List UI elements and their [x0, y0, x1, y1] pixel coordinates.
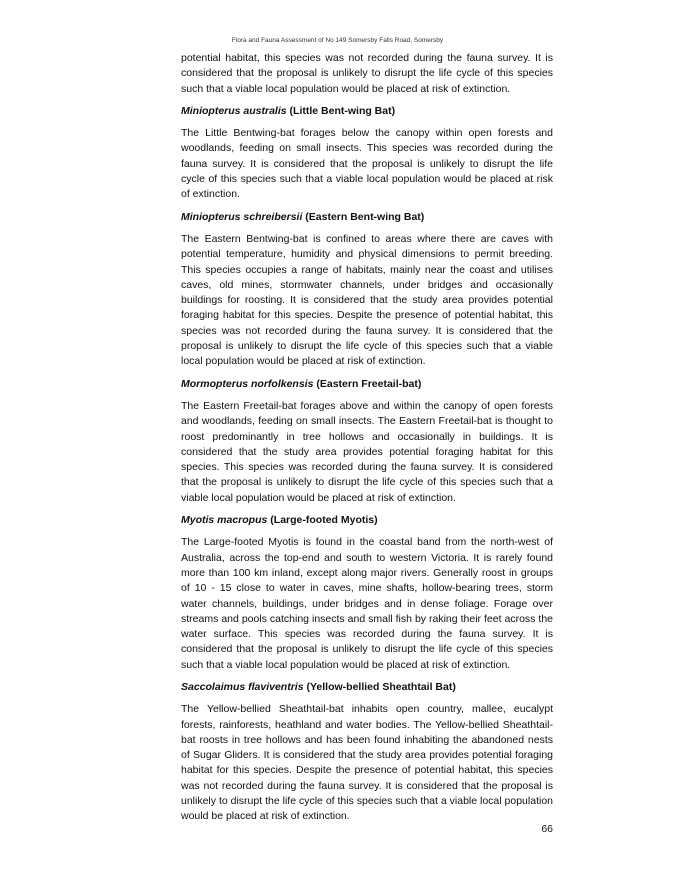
species-section-mormopterus-norfolkensis [181, 377, 553, 506]
species-description: The Yellow-bellied Sheathtail-bat inhabits open country, mallee, eucalypt forests, rainforests, heathland and water bodies. The Yellow-bellied Sheathtail-bat roosts in tree hollows and has been found inhabiting the abandoned nests of Sugar Gliders. It is considered that the study area provides potential foraging habitat for this species. Despite the presence of potential habitat, this species was not recorded during the fauna survey. It is considered that the proposal is unlikely to disrupt the life cycle of this species such that a viable local population would be placed at risk of extinction. [181, 703, 553, 823]
running-header: Flora and Fauna Assessment of No 149 Somersby Falls Road, Somersby [231, 37, 444, 44]
species-scientific-name: Saccolaimus flaviventris [181, 680, 304, 693]
species-section-miniopterus-australis [181, 104, 553, 203]
species-common-name: (Eastern Freetail-bat) [316, 377, 422, 390]
body-content [181, 51, 553, 832]
species-scientific-name: Mormopterus norfolkensis [181, 377, 314, 390]
species-description: The Eastern Bentwing-bat is confined to areas where there are caves with potential temperature, humidity and physical dimensions to permit breeding. This species occupies a range of habitats, mainly near the coast and utilises caves, old mines, stormwater channels, under bridges and occasionally buildings for roosting. It is considered that the study area provides potential foraging habitat for this species. Despite the presence of potential habitat, this species was not recorded during the fauna survey. It is considered that the proposal is unlikely to disrupt the life cycle of this species such that a viable local population would be placed at risk of extinction. [181, 232, 553, 368]
species-heading [181, 104, 553, 119]
species-heading [181, 680, 553, 695]
species-heading [181, 513, 553, 528]
species-heading [181, 210, 553, 225]
species-scientific-name: Miniopterus schreibersii [181, 210, 303, 223]
species-scientific-name: Myotis macropus [181, 514, 268, 527]
species-description: The Little Bentwing-bat forages below the canopy within open forests and woodlands, feeding on small insects. This species was recorded during the fauna survey. It is considered that the proposal is unlikely to disrupt the life cycle of this species such that a viable local population would be placed at risk of extinction. [181, 127, 553, 201]
species-common-name: (Little Bent-wing Bat) [289, 104, 396, 117]
species-heading [181, 377, 553, 392]
species-section-saccolaimus-flaviventris [181, 680, 553, 825]
species-section-miniopterus-schreibersii [181, 210, 553, 370]
species-description: The Large-footed Myotis is found in the coastal band from the north-west of Australia, across the top-end and south to western Victoria. It is rarely found more than 100 km inland, except along major rivers. Generally roost in groups of 10 - 15 close to water in caves, mine shafts, hollow-bearing trees, storm water channels, buildings, under bridges and in dense foliage. Forage over streams and pools catching insects and small fish by raking their feet across the water surface. This species was recorded during the fauna survey. It is considered that the proposal is unlikely to disrupt the life cycle of this species such that a viable local population would be placed at risk of extinction. [181, 536, 553, 671]
intro-paragraph: potential habitat, this species was not recorded during the fauna survey. It is considered that the proposal is unlikely to disrupt the life cycle of this species such that a viable local population would be placed at risk of extinction. [181, 52, 553, 95]
species-section-myotis-macropus [181, 513, 553, 673]
species-common-name: (Yellow-bellied Sheathtail Bat) [306, 680, 456, 693]
species-common-name: (Eastern Bent-wing Bat) [305, 210, 425, 223]
page-number: 66 [541, 823, 553, 835]
species-description: The Eastern Freetail-bat forages above and within the canopy of open forests and woodlands, feeding on small insects. The Eastern Freetail-bat is thought to roost predominantly in tree hollows and occasionally in buildings. It is considered that the study area provides potential foraging habitat for this species. This species was recorded during the fauna survey. It is considered that the proposal is unlikely to disrupt the life cycle of this species such that a viable local population would be placed at risk of extinction. [181, 399, 553, 504]
species-common-name: (Large-footed Myotis) [270, 514, 378, 527]
species-scientific-name: Miniopterus australis [181, 104, 287, 117]
